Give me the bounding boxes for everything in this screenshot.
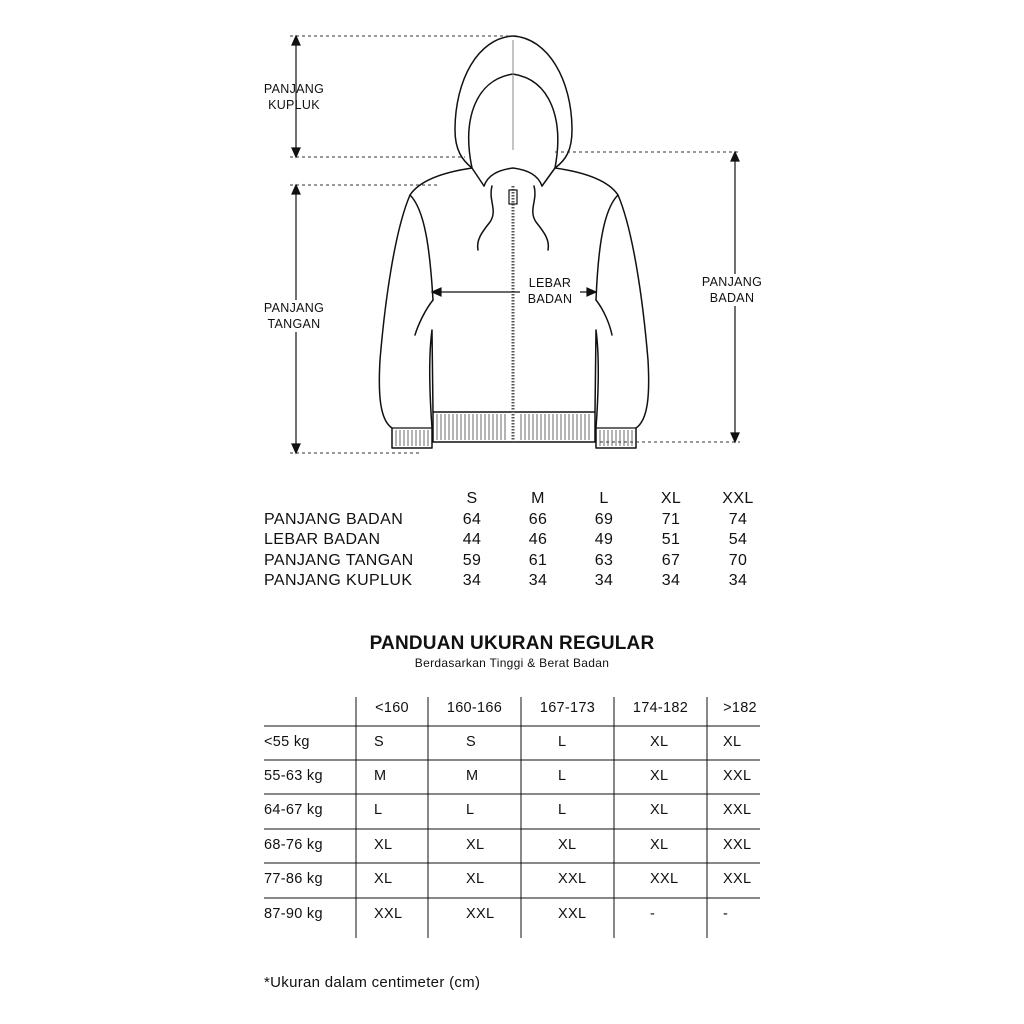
size-cell: XXL: [374, 906, 403, 922]
weight-label: 77-86 kg: [264, 871, 323, 887]
height-header: >182: [723, 700, 757, 716]
size-cell: XXL: [650, 871, 679, 887]
weight-label: 68-76 kg: [264, 837, 323, 853]
measurement-value: 66: [528, 511, 548, 528]
measurement-value: 34: [462, 572, 482, 589]
size-header: M: [531, 490, 545, 507]
height-header: <160: [375, 700, 409, 716]
measurement-value: 34: [528, 572, 548, 589]
size-cell: XL: [466, 837, 485, 853]
size-header: XL: [660, 490, 682, 507]
measurement-value: 49: [594, 531, 614, 548]
size-header: L: [599, 490, 609, 507]
measurement-value: 44: [462, 531, 482, 548]
size-cell: XL: [558, 837, 577, 853]
size-cell: XL: [650, 768, 669, 784]
size-cell: XXL: [723, 768, 752, 784]
size-cell: XXL: [723, 802, 752, 818]
size-cell: L: [558, 734, 567, 750]
label-panjang-tangan: PANJANG TANGAN: [254, 300, 334, 332]
measurement-value: 71: [661, 511, 681, 528]
size-cell: M: [374, 768, 387, 784]
weight-label: 55-63 kg: [264, 768, 323, 784]
size-cell: L: [558, 768, 567, 784]
label-panjang-badan: PANJANG BADAN: [692, 274, 772, 306]
label-panjang-kupluk: PANJANG KUPLUK: [263, 82, 325, 112]
size-cell: XL: [466, 871, 485, 887]
size-cell: XXL: [558, 906, 587, 922]
measurement-value: 61: [528, 552, 548, 569]
measurement-value: 54: [728, 531, 748, 548]
footnote: *Ukuran dalam centimeter (cm): [264, 974, 481, 991]
size-header: XXL: [722, 490, 754, 507]
size-cell: S: [374, 734, 384, 750]
size-cell: XL: [650, 734, 669, 750]
height-header: 160-166: [446, 700, 503, 716]
size-cell: XL: [650, 802, 669, 818]
measurement-value: 34: [661, 572, 681, 589]
label-lebar-badan: LEBAR BADAN: [520, 275, 580, 307]
size-cell: XL: [650, 837, 669, 853]
measurement-value: 67: [661, 552, 681, 569]
size-cell: -: [723, 906, 729, 922]
size-cell: XL: [723, 734, 742, 750]
measurement-value: 70: [728, 552, 748, 569]
measurement-value: 59: [462, 552, 482, 569]
guide-subtitle: Berdasarkan Tinggi & Berat Badan: [414, 656, 610, 670]
size-cell: XL: [374, 837, 393, 853]
measurement-value: 64: [462, 511, 482, 528]
size-cell: XXL: [723, 871, 752, 887]
measurement-value: 63: [594, 552, 614, 569]
measurement-value: 34: [728, 572, 748, 589]
measurement-value: 46: [528, 531, 548, 548]
size-cell: XXL: [723, 837, 752, 853]
height-header: 174-182: [632, 700, 689, 716]
size-cell: L: [374, 802, 383, 818]
size-cell: XXL: [466, 906, 495, 922]
guide-title: PANDUAN UKURAN REGULAR: [369, 633, 655, 654]
size-cell: S: [466, 734, 476, 750]
size-header: S: [466, 490, 478, 507]
size-cell: XXL: [558, 871, 587, 887]
measurement-value: 51: [661, 531, 681, 548]
height-header: 167-173: [539, 700, 596, 716]
measurement-label: PANJANG KUPLUK: [264, 572, 413, 589]
measurement-label: PANJANG BADAN: [264, 511, 404, 528]
measurement-value: 34: [594, 572, 614, 589]
measurement-value: 74: [728, 511, 748, 528]
size-cell: -: [650, 906, 656, 922]
weight-label: 64-67 kg: [264, 802, 323, 818]
weight-label: <55 kg: [264, 734, 310, 750]
measurement-label: PANJANG TANGAN: [264, 552, 414, 569]
measurement-label: LEBAR BADAN: [264, 531, 381, 548]
size-cell: L: [558, 802, 567, 818]
measurement-value: 69: [594, 511, 614, 528]
size-cell: L: [466, 802, 475, 818]
size-cell: XL: [374, 871, 393, 887]
weight-label: 87-90 kg: [264, 906, 323, 922]
size-cell: M: [466, 768, 479, 784]
